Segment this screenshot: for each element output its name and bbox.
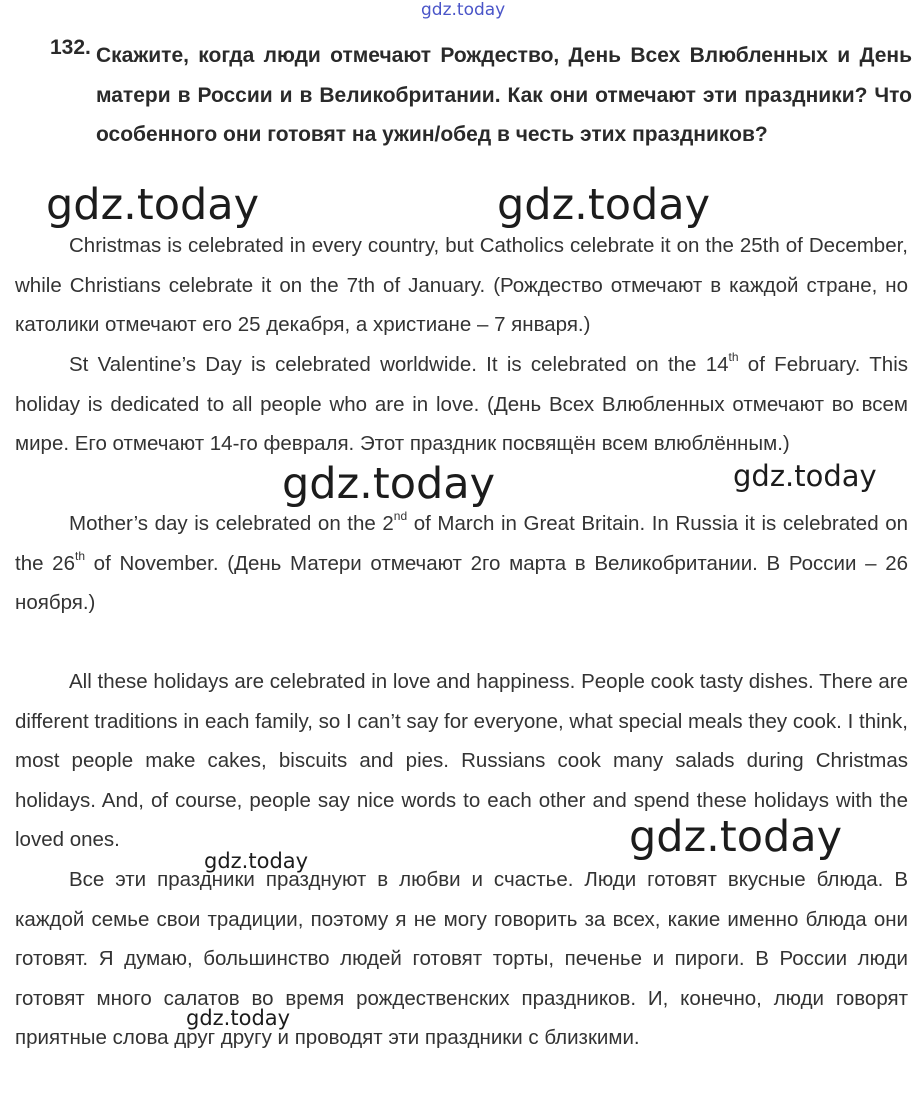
- watermark: gdz.today: [282, 459, 496, 509]
- task-number: 132.: [50, 36, 91, 59]
- paragraph-mothers-day: [15, 504, 908, 623]
- watermark: gdz.today: [733, 459, 877, 493]
- watermark: gdz.today: [186, 1006, 291, 1030]
- mothers-day-text-1: Mother’s day is celebrated on the 2: [69, 512, 394, 535]
- task-question: Скажите, когда люди отмечают Рождество, День Всех Влюбленных и День матери в России и в Великобритании. Как они отмечают эти праздники? Что особенного они готовят на ужин/обед в честь этих праздников?: [96, 44, 912, 146]
- watermark: gdz.today: [204, 849, 309, 873]
- watermark-top: gdz.today: [421, 0, 506, 20]
- watermark: gdz.today: [629, 812, 843, 862]
- mothers-day-text-3: of November. (День Матери отмечают 2го марта в Великобритании. В России – 26 ноября.): [15, 551, 908, 615]
- paragraph-summary-ru: Все эти праздники празднуют в любви и счастье. Люди готовят вкусные блюда. В каждой семье свои традиции, поэтому я не могу говорить за всех, какие именно блюда они готовят. Я думаю, большинство людей готовят торты, печенье и пироги. В России люди готовят много салатов во время рождественских праздников. И, конечно, люди говорят приятные слова друг другу и проводят эти праздники с близкими.: [15, 868, 908, 1050]
- valentine-sup: th: [728, 350, 739, 365]
- watermark: gdz.today: [497, 180, 711, 230]
- paragraph-valentine: [15, 345, 908, 464]
- paragraph-summary-en: All these holidays are celebrated in love and happiness. People cook tasty dishes. There are different traditions in each family, so I can’t say for everyone, what special meals they cook. I think, most people make cakes, biscuits and pies. Russians cook many salads during Christmas holidays. And, of course, people say nice words to each other and spend these holidays with the loved ones.: [15, 670, 908, 852]
- valentine-text-2: of February. This holiday is dedicated to all people who are in love. (День Всех Влюбленных отмечают во всем мире. Его отмечают 14-го февраля. Этот праздник посвящён всем влюблённым.): [15, 353, 908, 456]
- paragraph-christmas: Christmas is celebrated in every country, but Catholics celebrate it on the 25th of December, while Christians celebrate it on the 7th of January. (Рождество отмечают в каждой стране, но католики отмечают его 25 декабря, а христиане – 7 января.): [15, 234, 908, 337]
- watermark: gdz.today: [46, 180, 260, 230]
- mothers-day-sup-1: nd: [393, 509, 408, 524]
- mothers-day-sup-2: th: [74, 548, 85, 563]
- task-block: [50, 36, 912, 155]
- mothers-day-text-2: of March in Great Britain. In Russia it is celebrated on the 26: [15, 512, 908, 575]
- valentine-text-1: St Valentine’s Day is celebrated worldwide. It is celebrated on the 14: [69, 353, 729, 376]
